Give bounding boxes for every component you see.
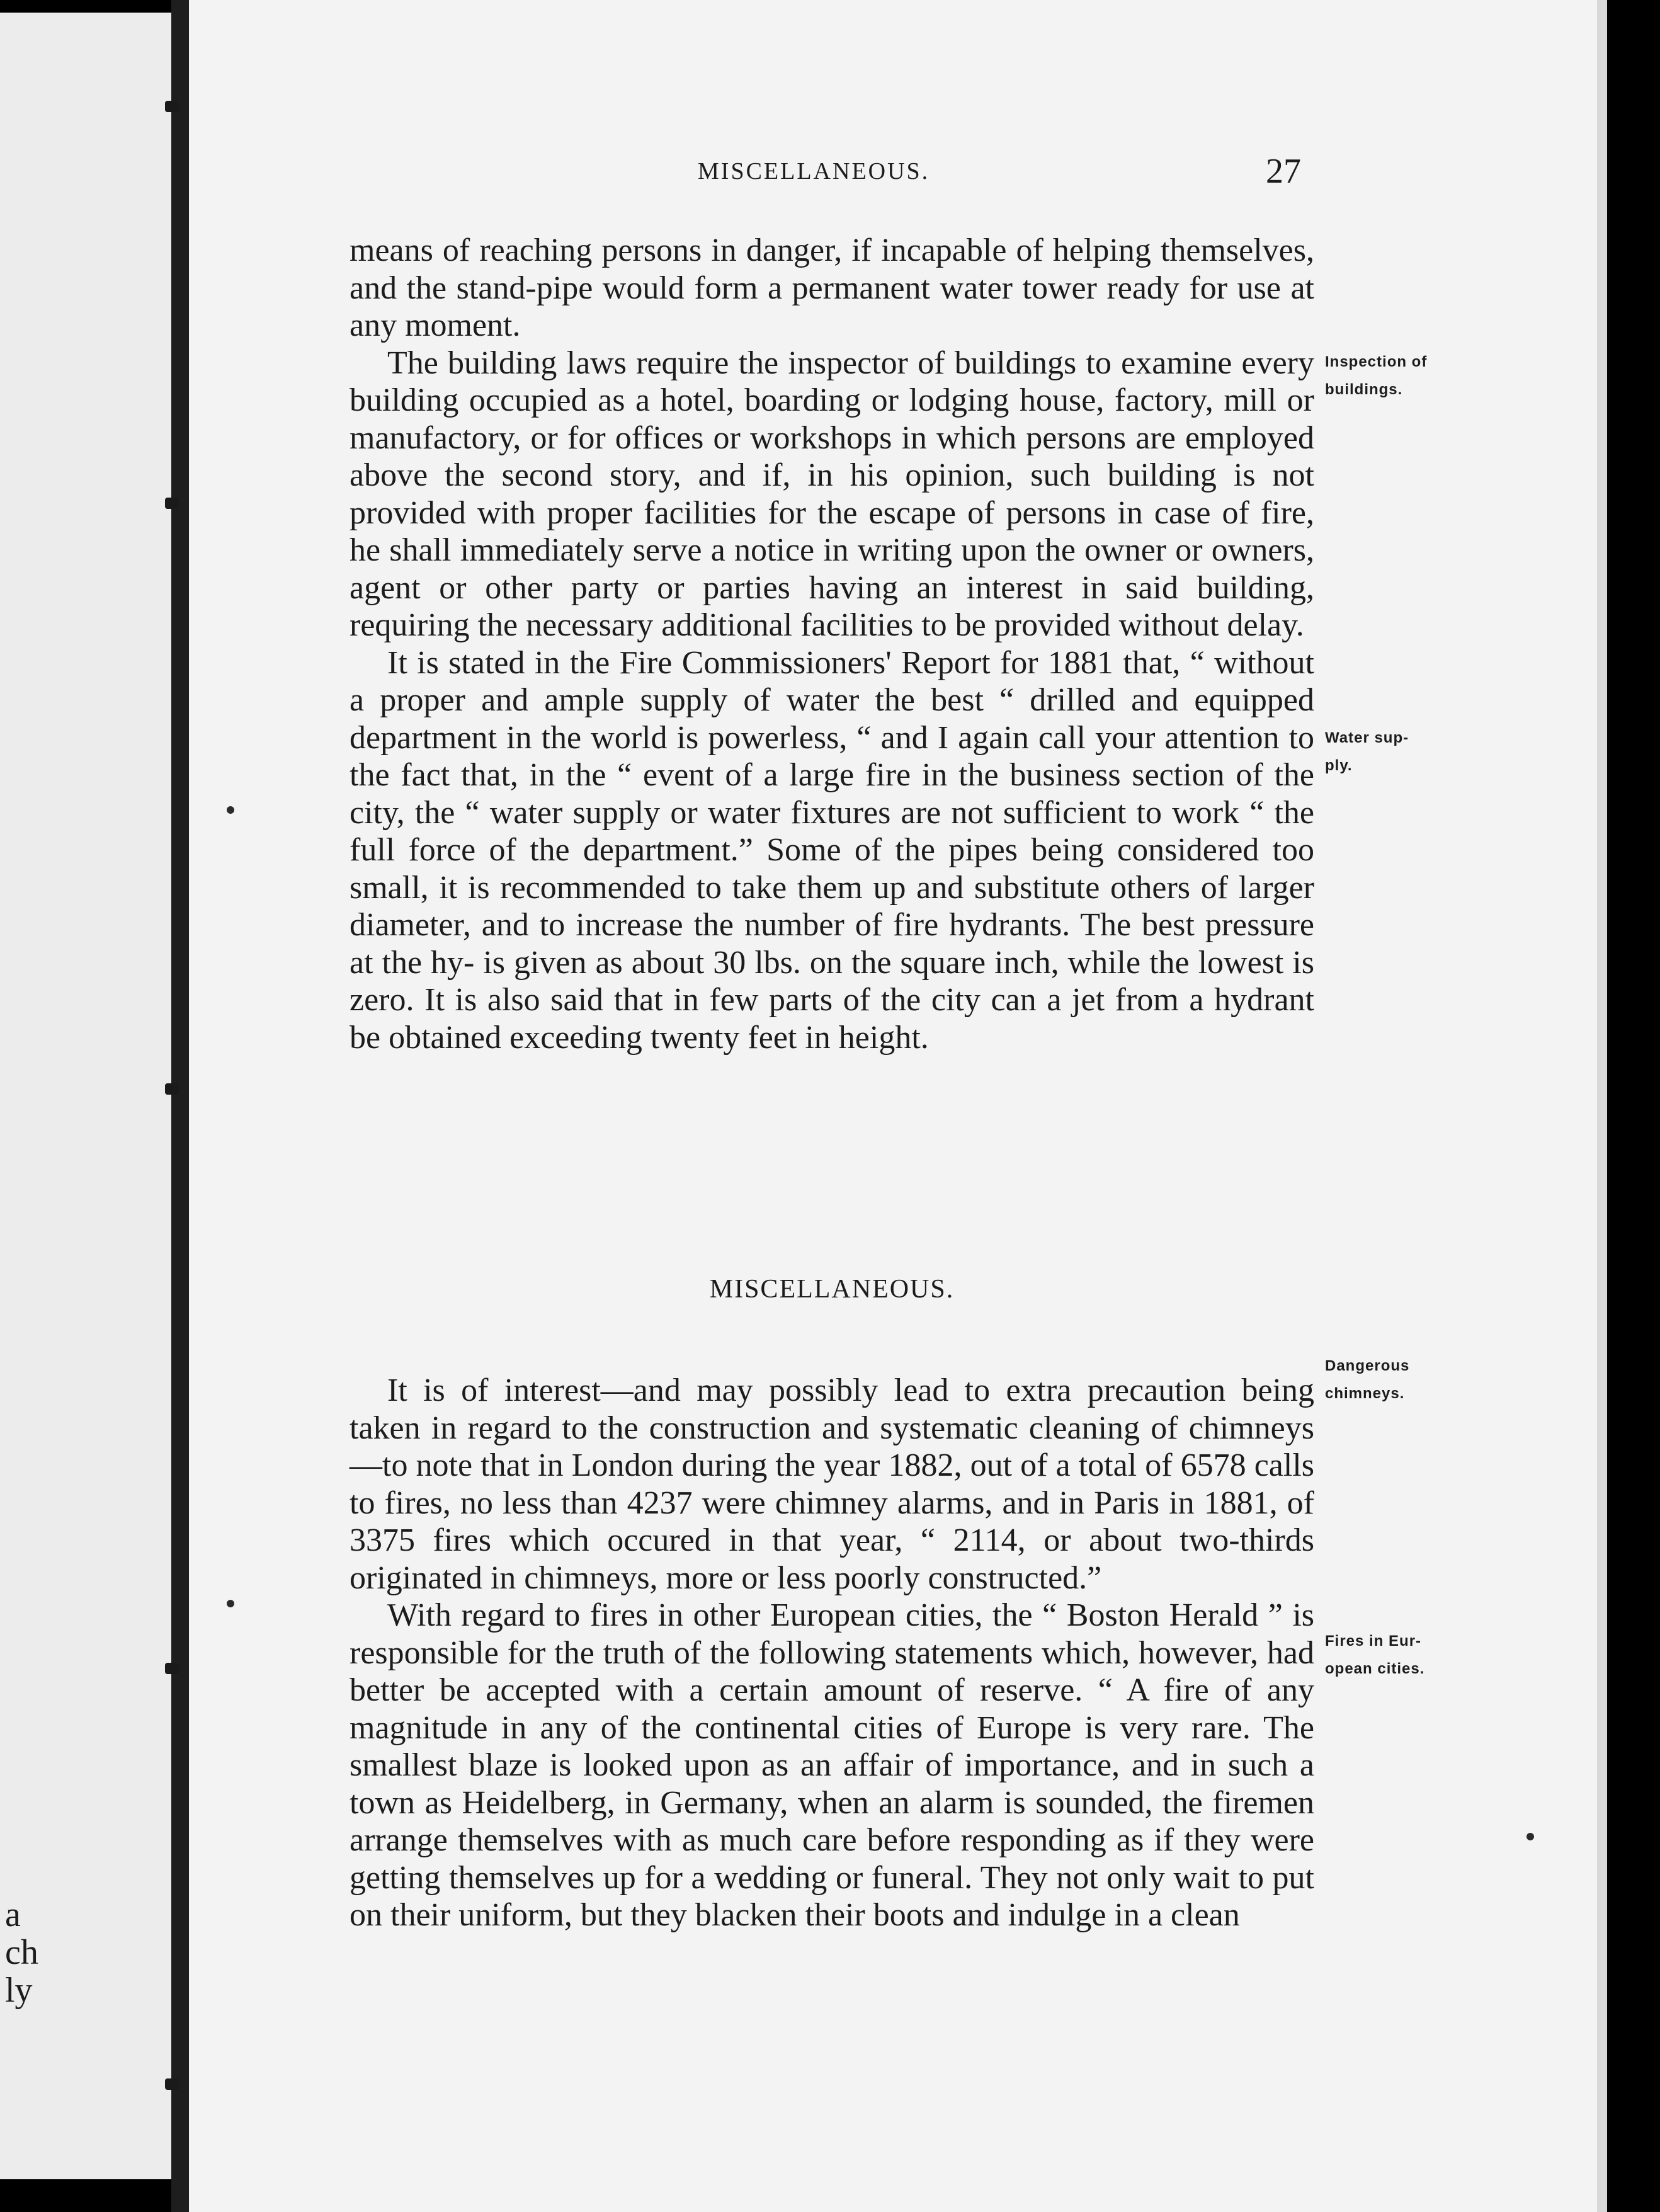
stitch-mark [165, 1663, 179, 1674]
margin-note-line: Fires in Eur- [1325, 1633, 1422, 1650]
paragraph: It is of interest—and may possibly lead to extra precaution being taken in regard to the construction and systematic cleaning of chimneys—to note that in London during the year 1882, out of a total of 6578 calls to fires, no less than 4237 were chimney alarms, and in Paris in 1881, of 3375 fires which occured in that year, “ 2114, or about two-thirds originated in chimneys, more or less poorly constructed.” [350, 1372, 1314, 1596]
stitch-mark [165, 2078, 179, 2090]
margin-note-water-supply [1325, 724, 1514, 780]
margin-note-inspection [1325, 348, 1514, 404]
ink-speck [227, 806, 234, 814]
paragraph: means of reaching persons in danger, if incapable of helping themselves, and the stand-pipe would form a permanent water tower ready for use at any moment. [350, 232, 1314, 343]
margin-note-line: opean cities. [1325, 1660, 1425, 1677]
fragment-line: ly [5, 1971, 33, 2010]
paragraph: With regard to fires in other European cities, the “ Boston Herald ” is responsible for the truth of the following statements which, however, had better be accepted with a certain amount of reserve. “ A fire of any magnitude in any of the continental cities of Europe is very rare. The smallest blaze is looked upon as an affair of importance, and in such a town as Heidelberg, in Germany, when an alarm is sounded, the firemen arrange themselves with as much care before responding as if they were getting themselves up for a wedding or funeral. They not only wait to put on their uniform, but they blacken their boots and indulge in a clean [350, 1597, 1314, 1933]
facing-page-text-fragments [5, 1896, 38, 2009]
stitch-mark [165, 498, 179, 509]
book-gutter [171, 0, 189, 2212]
margin-note-line: Dangerous [1325, 1357, 1410, 1374]
facing-page [0, 13, 171, 2179]
stitch-mark [165, 1083, 179, 1095]
margin-note-line: Inspection of [1325, 353, 1428, 370]
fragment-line: ch [5, 1933, 38, 1972]
margin-note-line: ply. [1325, 757, 1353, 774]
ink-speck [227, 1600, 234, 1607]
margin-note-chimneys [1325, 1352, 1514, 1408]
section-heading: MISCELLANEOUS. [709, 1275, 955, 1304]
paragraph: It is stated in the Fire Commissioners' Report for 1881 that, “ without a proper and ample supply of water the best “ drilled and equipped department in the world is powerless, “ and I again call your attention to the fact that, in the “ event of a large fire in the business section of the city, the “ water supply or water fixtures are not sufficient to work “ the full force of the department.” Some of the pipes being considered too small, it is recommended to take them up and substitute others of larger diameter, and to increase the number of fire hydrants. The best pressure at the hy- is given as about 30 lbs. on the square inch, while the lowest is zero. It is also said that in few parts of the city can a jet from a hydrant be obtained exceeding twenty feet in height. [350, 644, 1314, 1056]
paragraph: The building laws require the inspector of buildings to examine every building occupied as a hotel, boarding or lodging house, factory, mill or manufactory, or for offices or workshops in which persons are employed above the second story, and if, in his opinion, such building is not provided with proper facilities for the escape of persons in case of fire, he shall immediately serve a notice in writing upon the owner or owners, agent or other party or parties having an interest in said building, requiring the necessary additional facilities to be provided without delay. [350, 345, 1314, 643]
page-number: 27 [1266, 152, 1301, 191]
margin-note-european-fires [1325, 1628, 1514, 1683]
ink-speck [1526, 1833, 1534, 1840]
body-text-block [350, 232, 1314, 1056]
running-head: MISCELLANEOUS. [698, 158, 930, 185]
page-edge [1597, 0, 1607, 2212]
margin-note-line: chimneys. [1325, 1385, 1405, 1402]
body-text-block [350, 1372, 1314, 1934]
margin-note-line: buildings. [1325, 381, 1403, 398]
fragment-line: a [5, 1895, 21, 1934]
stitch-mark [165, 101, 179, 112]
margin-note-line: Water sup- [1325, 729, 1409, 746]
